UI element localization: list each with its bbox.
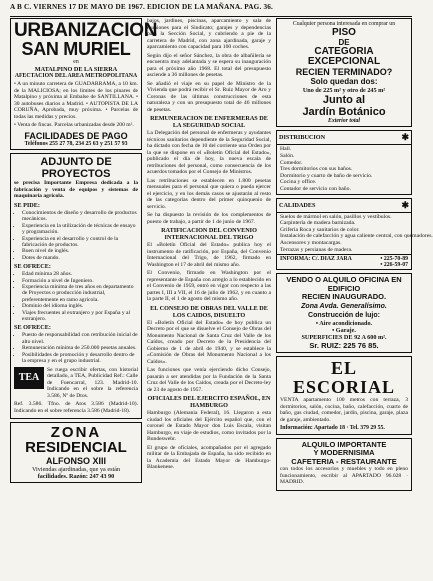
- panel-title: DISTRIBUCION: [279, 134, 326, 142]
- ad-title: RECIEN TERMINADO?: [295, 66, 393, 77]
- ad-urbanizacion: [10, 18, 158, 150]
- offer-list: [14, 332, 138, 364]
- star-icon: ✱: [401, 199, 409, 210]
- article-heading: OFICIALES DEL EJERCITO ESPAÑOL, EN HAMBURGO: [147, 395, 271, 409]
- ad-text: en: [73, 59, 79, 65]
- article-heading: REMUNERACION DE ENFERMERAS DE LA SEGURIDAD SOCIAL: [150, 115, 268, 129]
- article-paragraph: El «Boletín Oficial del Estado» de hoy publica un Decreto por el que se disuelve el Consejo de Obras del Monumento Nacional de Santa Cruz del Valle de los Caídos, creado por Decreto de la Presidencia del Gobierno de 1 de abril de 1940, y se establece la «Comisión de Obras del Monumento Nacional a los Caídos».: [147, 319, 271, 365]
- article-paragraph: Se añadió el viaje en su papel de Ministro de la Vivienda que podrá recibir el Sr. Ruiz Mayor de Aro y Coronas de las últimas construcciones de esta naturaleza y con un presupuesto total de 46 millones de pesetas.: [147, 80, 271, 113]
- article-paragraph: El Convenio, firmado en Washington por el representante de España con arreglo a lo establecido en el Convenio de 1959, entró en vigor con respecto a las partes I, III a VII, el 16 de julio de 1962, y en cuanto a la parte II, el 1 de agosto del mismo año.: [147, 270, 271, 302]
- list-item: Dormitorio y cuarto de baño de servicio.: [280, 172, 373, 179]
- list-item: Cocina y office.: [280, 179, 317, 186]
- ad-text: Solo quedan dos:: [310, 76, 378, 86]
- list-item: • Remuneración mínima de 250.000 pesetas anuales.: [22, 345, 138, 351]
- article-paragraph: Se ha dispuesto la revisión de los complementos de puesto de trabajo, a partir de 1 de junio de 1967.: [147, 212, 271, 225]
- ad-title: EXCEPCIONAL: [307, 55, 381, 67]
- list-item: • Posibilidades de promoción y desarrollo dentro de la empresa y en el grupo industrial.: [22, 352, 138, 365]
- list-item: Contador de servicio con baño.: [280, 185, 351, 192]
- ad-payment: FACILIDADES DE PAGO: [24, 130, 128, 141]
- list-item: • Experiencia mínima de tres años en departamento de Proyectos o producción industrial, preferentemente en ramo agrícola.: [22, 284, 138, 303]
- ad-adjunto-proyectos: [10, 153, 142, 419]
- ad-title: DE: [338, 37, 350, 47]
- ad-text: SUPERFICIES DE 92 A 600 m².: [301, 334, 387, 342]
- ad-feature: • Garaje.: [332, 326, 356, 334]
- ad-body: • A un minuto carretera de GUADARRAMA, a 10 km. de la MALICIOSA; en los límites de los pinares de Matalpino y próxima al Embalse de SANTILLANA. • 30 autobuses diarios a Madrid. • AUTOPISTA DE LA CORUÑA, Aprobada, muy próxima. • Parcelas de todas las medidas y precios.: [14, 81, 138, 120]
- ad-title: EL ESCORIAL: [292, 358, 396, 398]
- list-item: Terrazas y persianas de madera.: [280, 246, 353, 253]
- list-item: • Formación a nivel de Ingeniero.: [22, 278, 138, 284]
- column-right: [276, 18, 433, 578]
- ad-piso: [276, 18, 412, 127]
- section-heading: SE OFRECE:: [14, 324, 51, 332]
- section-heading: SE PIDE:: [14, 201, 40, 209]
- list-item: • Dotes de mando.: [22, 255, 138, 261]
- ad-text: Zona Avda. Generalísimo.: [301, 302, 387, 310]
- profile-list: [14, 271, 138, 322]
- list-item: • Dominio del idioma inglés.: [22, 303, 138, 309]
- ad-text: Viviendas ajardinadas, que ya están: [31, 466, 121, 474]
- ad-feature: • Aire acondicionado.: [315, 319, 373, 327]
- ad-title: Jardín Botánico: [302, 105, 386, 118]
- ad-title: ZONA: [50, 424, 102, 442]
- ad-phone: facilidades. Razón: 247 43 90: [37, 473, 115, 481]
- tea-text: Se ruega escribir ofertas, con historial detallado, a TEA, Publicidad Ref.: Calle de Fuencarral, 123. Madrid-10. Indicando en el sobre la referencia 3.586, Nº de Dtos.: [47, 366, 138, 399]
- ad-title: Junto al: [322, 93, 366, 106]
- distribution-panel: [276, 130, 412, 194]
- ad-subtitle: RESIDENCIAL: [25, 439, 127, 457]
- article-heading: RATIFICACION DEL CONVENIO INTERNACIONAL DEL TRIGO: [161, 227, 257, 241]
- ad-title: Y MODERNISIMA: [313, 448, 375, 458]
- list-item: Comedor.: [280, 159, 303, 166]
- article-paragraph: Las funciones que venía ejerciendo dicho Consejo, pasarán a ser atendidas por la Fundación de la Santa Cruz del Valle de los Caídos, creada por el Decreto-ley de 23 de agosto de 1957.: [147, 367, 271, 393]
- list-item: • Experiencia en la utilización de técnicas de ensayo y programación.: [22, 223, 138, 236]
- list-item: • Buen nivel de inglés.: [22, 248, 138, 254]
- tea-ref: Ref. 3.586. Tfno. de Atos 3.586 (Madrid-10). Indicando en el sobre referencia 3.586 (Madrid-18).: [14, 401, 138, 414]
- info-strip: [277, 254, 411, 269]
- page-header: A B C. VIERNES 17 DE MAYO DE 1967. EDICION DE LA MAÑANA. PAG. 36.: [10, 3, 412, 17]
- ad-text: Cualquier persona interesada en comprar un: [292, 21, 396, 27]
- tea-logo: TEA: [14, 367, 44, 389]
- article-paragraph: El «Boletín Oficial del Estado» publica hoy el instrumento de ratificación, por España, del Convenio Internacional del Trigo, de 1962, firmado en Washington el 17 de abril del mismo año.: [147, 242, 271, 268]
- ad-title: RECIEN INAUGURADO.: [301, 292, 387, 302]
- list-item: • Edad mínima 28 años.: [22, 271, 138, 277]
- info-label: INFORMA: C/. DIAZ JARA: [280, 256, 352, 263]
- list-item: Instalación de calefacción y agua caliente central, con quemadores.: [280, 233, 433, 240]
- article-paragraph: La Delegación del personal de enfermeras y ayudantes técnicos sanitarios dependiente de la Seguridad Social, ha dictado con fecha de 10 del corriente una Orden por la que se dispone en el «Boletín Oficial del Estado», publicado el día de hoy, la nueva escala de retribuciones del personal, como consecuencia de los acuerdos tomados por el Consejo de Ministros.: [147, 130, 271, 175]
- list-item: • Conocimientos de diseño y desarrollo de productos mecánicos.: [22, 210, 138, 223]
- list-item: Tres dormitorios con sus baños.: [280, 166, 353, 173]
- ad-lead: se precisa Importante Empresa dedicada a la fabricación y venta de equipos y sistemas de maquinaria agrícola.: [14, 180, 138, 200]
- info-phones: [380, 256, 408, 268]
- panel-header: [277, 199, 411, 213]
- ad-title: CATEGORIA: [314, 45, 374, 57]
- ad-location: MATALPINO DE LA SIERRA: [34, 65, 118, 73]
- panel-body: [277, 213, 433, 255]
- ad-body: con todos los accesorios y muebles y todo en pleno funcionamiento, escribir al APARTADO 96.028 · MADRID.: [280, 466, 408, 486]
- ad-text: Uno de 225 m² y otro de 245 m²: [302, 86, 386, 94]
- article-paragraph: Hamburgo (Alemania Federal), 16. Llegaron a esta ciudad los oficiales del Ejército español que, con el coronel de Estado Mayor don Luis Escala, visitan Hamburgo, en viaje de estudios, como invitados por la Bundeswehr.: [147, 410, 271, 442]
- column-left: [10, 18, 158, 578]
- ad-title: VENDO O ALQUILO OFICINA EN EDIFICIO: [286, 275, 402, 293]
- list-item: Grifería Roca y sanitarios de color.: [280, 226, 360, 233]
- article-paragraph: El grupo de oficiales, acompañados por el agregado militar de la Embajada de España, ha sido recibido en la Academia del Estado Mayor de Hamburgo-Blankenese.: [147, 444, 271, 470]
- section-heading: SE OFRECE:: [14, 263, 51, 271]
- ad-escorial: [276, 356, 412, 435]
- list-item: • Puesto de responsabilidad con retribución inicial de alto nivel.: [22, 332, 138, 345]
- article-paragraph: bajos, jardines, piscinas, aparcamiento y sala de reuniones para el Sindicato; garajes y dependencias para la Sección Social, y cubriendo a pie de la carretera de Madrid, con zona ajardinada, garaje y aparcamiento con capacidad para 100 coches.: [147, 18, 271, 50]
- column-middle: [147, 18, 271, 578]
- ad-subtitle: AFECTACION DEL AREA METROPOLITANA: [14, 72, 138, 79]
- tea-block: [14, 367, 138, 402]
- qualities-panel: [276, 198, 433, 271]
- panel-title: CALIDADES: [279, 201, 316, 209]
- panel-header: [277, 131, 411, 145]
- star-icon: ✱: [401, 132, 409, 143]
- ad-zona-residencial: [10, 422, 142, 483]
- list-item: Carpintería de madera barnizada.: [280, 220, 356, 227]
- article-paragraph: Según dijo el señor Sánchez, la obra de albañilería se encuentra muy adelantada y se espera su inauguración para el próximo año 1968. El total del presupuesto asciende a 36 millones de pesetas.: [147, 52, 271, 78]
- requirements-list: [14, 210, 138, 261]
- list-item: • Viajes frecuentes al extranjero y por España y al extranjero.: [22, 310, 138, 323]
- phone-number: • 226-59-07: [380, 262, 408, 269]
- ad-info: Información: Apartado 18 · Tel. 379 29 55.: [280, 425, 385, 432]
- ad-cafeteria: [276, 438, 412, 491]
- ad-text: Exterior total: [327, 117, 361, 124]
- phone-number: • 225-70-89: [380, 256, 408, 263]
- list-item: Hall.: [280, 146, 292, 153]
- ad-name: ALFONSO XIII: [45, 456, 106, 467]
- list-item: Suelos de mármol en salón, pasillos y vestíbulos.: [280, 213, 392, 220]
- ad-title: ADJUNTO DE PROYECTOS: [40, 156, 112, 181]
- list-item: • Experiencia en el desarrollo y control de la fabricación de productos.: [22, 236, 138, 249]
- ad-title: CAFETERIA - RESTAURANTE: [291, 456, 397, 466]
- ad-note: • Venta de fincas. Parcelas urbanizadas desde 200 m².: [14, 122, 134, 129]
- ad-text: Construcción de lujo:: [308, 311, 380, 319]
- ad-title: ALQUILO IMPORTANTE: [301, 439, 387, 449]
- ad-body: VENTA apartamento 100 metros con terraza, 3 dormitorios, salón, cocina, baño, calefacción, cuarto de baño, gas ciudad, comedor, jardín, piscina, garaje, plaza de garaje, ambientado.: [280, 397, 408, 423]
- article-paragraph: Las retribuciones se establecen en 1.800 pesetas mensuales para el personal que quiera o pueda ejercer el ejercicio, y en los demás casos se ajustarán al resto de las categorías dentro del primer quinquenio de servicio.: [147, 177, 271, 210]
- article-heading: EL CONSEJO DE OBRAS DEL VALLE DE LOS CAIDOS, DISUELTO: [150, 304, 268, 319]
- list-item: Salón.: [280, 152, 295, 159]
- ad-title: PISO: [332, 26, 356, 38]
- list-item: Ascensores y montacargas.: [280, 239, 342, 246]
- ad-phone: Sr. RUIZ: 225 76 85.: [309, 341, 379, 351]
- panel-body: [277, 145, 411, 193]
- ad-vendo-oficina: [276, 273, 412, 353]
- ad-phone: Teléfonos 255 27 78, 234 25 63 y 251 57 93: [24, 140, 128, 147]
- ad-title: URBANIZACION: [14, 20, 158, 41]
- ad-name: SAN MURIEL: [21, 39, 131, 59]
